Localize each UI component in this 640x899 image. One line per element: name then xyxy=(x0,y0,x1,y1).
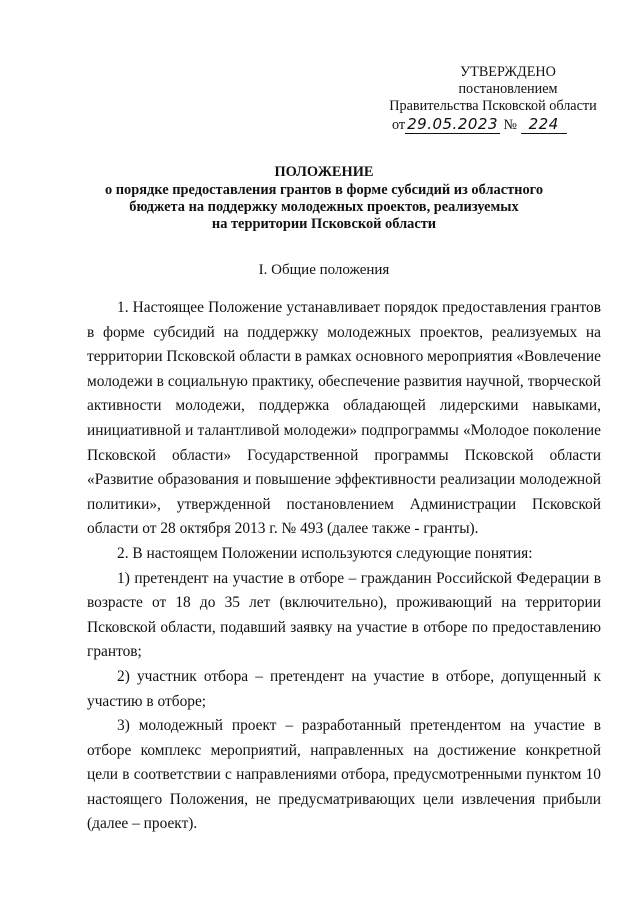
document-body xyxy=(87,296,601,837)
number-prefix: № xyxy=(503,117,518,133)
paragraph-1: 1. Настоящее Положение устанавливает порядок предоставления грантов в форме субсидий на поддержку молодежных проектов, реализуемых на территории Псковской области в рамках основного мероприятия «Вовлечение молодежи в социальную практику, обеспечение развития научной, творческой активности молодежи, поддержка обладающей лидерскими навыками, инициативной и талантливой молодежи» подпрограммы «Молодое поколение Псковской области» Государственной программы Псковской области «Развитие образования и повышение эффективности реализации молодежной политики», утвержденной постановлением Администрации Псковской области от 28 октября 2013 г. № 493 (далее также - гранты). xyxy=(87,299,601,538)
decree-label: постановлением xyxy=(458,81,558,97)
paragraph-4: 2) участник отбора – претендент на участие в отборе, допущенный к участию в отборе; xyxy=(87,667,601,710)
approval-date-line xyxy=(378,116,608,134)
paragraph-2: 2. В настоящем Положении используются следующие понятия: xyxy=(117,544,533,562)
approval-date: 29.05.2023 xyxy=(407,115,498,133)
approval-number: 224 xyxy=(521,115,567,134)
date-prefix: от xyxy=(392,117,406,133)
approved-label: УТВЕРЖДЕНО xyxy=(460,64,556,80)
title-heading: ПОЛОЖЕНИЕ xyxy=(274,164,374,180)
paragraph-3: 1) претендент на участие в отборе – гражданин Российской Федерации в возрасте от 18 до 35 лет (включительно), проживающий на территории Псковской области, подавший заявку на участие в отборе по предоставлению грантов; xyxy=(87,569,601,661)
paragraph-5: 3) молодежный проект – разработанный претендентом на участие в отборе комплекс мероприятий, направленных на достижение конкретной цели в соответствии с направлениями отбора, предусмотренными пунктом 10 настоящего Положения, не предусматривающих цели извлечения прибыли (далее – проект). xyxy=(87,717,601,833)
title-subtitle-3: на территории Псковской области xyxy=(211,216,437,232)
section-title: I. Общие положения xyxy=(258,262,390,278)
title-subtitle-1: о порядке предоставления грантов в форме субсидий из областного xyxy=(104,182,544,198)
title-subtitle-2: бюджета на поддержку молодежных проектов, реализуемых xyxy=(129,199,519,215)
government-label: Правительства Псковской области xyxy=(389,98,597,114)
document-title xyxy=(80,164,568,233)
approval-stamp xyxy=(378,64,608,134)
